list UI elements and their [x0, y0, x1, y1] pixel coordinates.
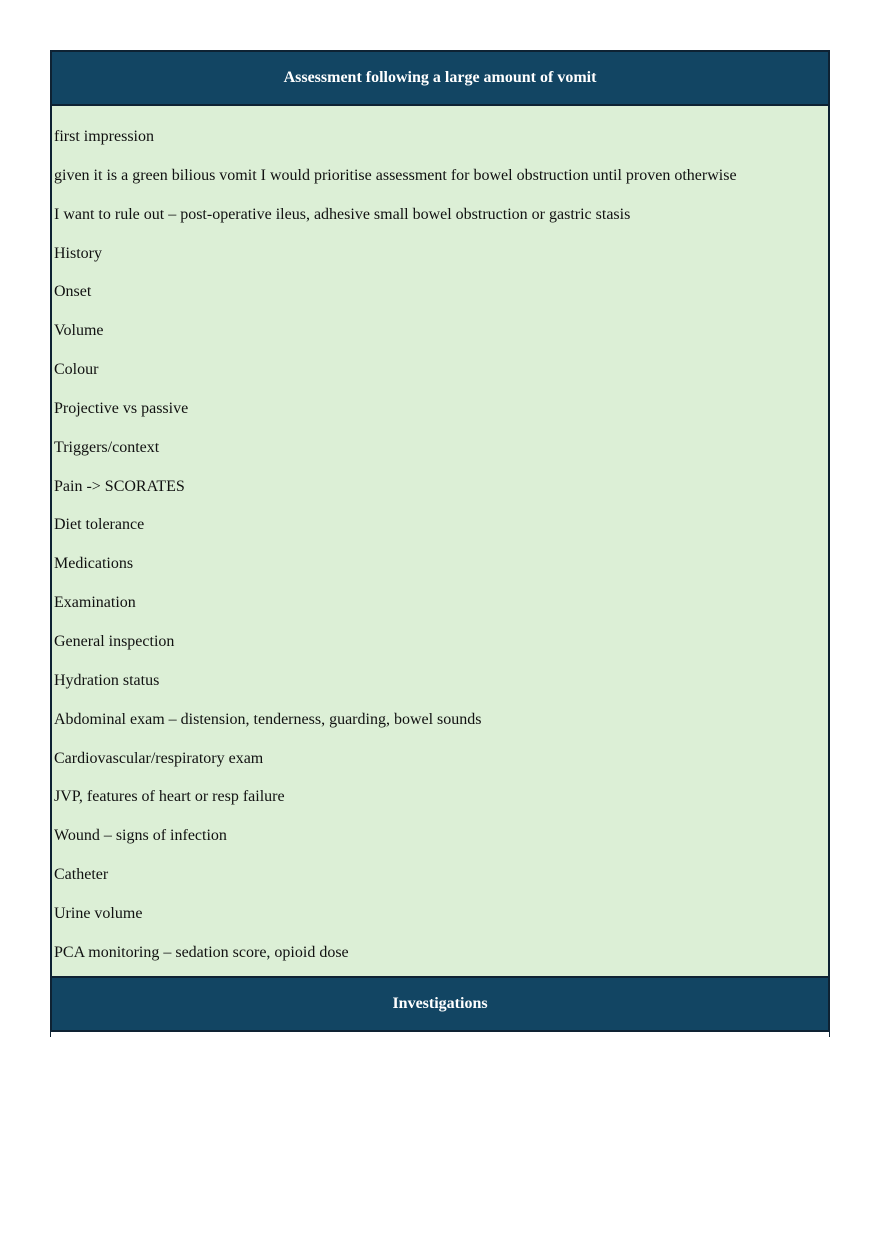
list-item: first impression [54, 128, 154, 145]
list-item: Catheter [54, 866, 109, 884]
list-item: Volume [54, 322, 104, 340]
investigations-title: Investigations [392, 995, 488, 1012]
list-item: I want to rule out – post-operative ileus, adhesive small bowel obstruction or gastric stasis [54, 205, 631, 223]
assessment-table [50, 50, 830, 1037]
list-item: given it is a green bilious vomit I would prioritise assessment for bowel obstruction until proven otherwise [54, 166, 737, 184]
table-continuation [50, 1032, 830, 1037]
list-item: Wound – signs of infection [54, 827, 227, 845]
list-item: Abdominal exam – distension, tenderness, guarding, bowel sounds [54, 710, 482, 728]
list-item: JVP, features of heart or resp failure [54, 788, 285, 806]
list-item: Diet tolerance [54, 516, 145, 534]
list-item: History [54, 244, 102, 262]
investigations-header [50, 976, 830, 1032]
list-item: General inspection [54, 632, 175, 650]
list-item: Onset [54, 283, 92, 301]
list-item: Projective vs passive [54, 399, 189, 417]
list-item: Triggers/context [54, 438, 160, 456]
list-item: Pain -> SCORATES [54, 477, 185, 495]
list-item: Urine volume [54, 904, 143, 922]
list-item: Medications [54, 555, 134, 573]
assessment-body [50, 106, 830, 976]
list-item: Hydration status [54, 671, 160, 689]
assessment-header [50, 50, 830, 106]
list-item: Examination [54, 594, 136, 612]
assessment-title: Assessment following a large amount of vomit [283, 69, 597, 86]
list-item: Colour [54, 361, 99, 379]
list-item: PCA monitoring – sedation score, opioid dose [54, 943, 349, 961]
list-item: Cardiovascular/respiratory exam [54, 749, 264, 767]
